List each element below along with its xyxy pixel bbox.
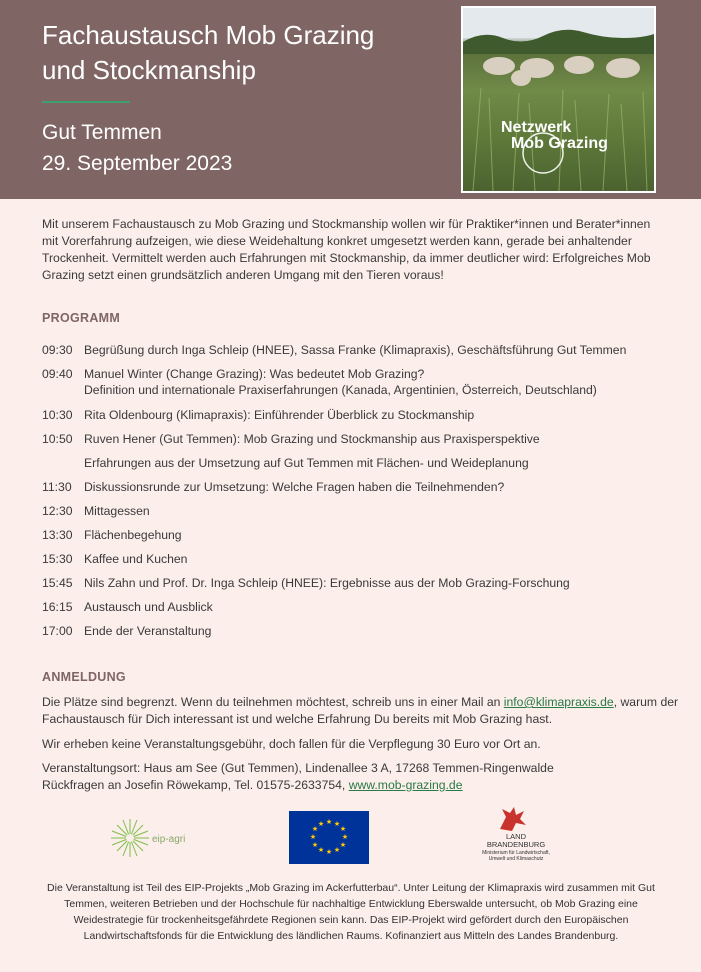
program-item	[42, 407, 682, 431]
svg-text:★: ★	[341, 833, 349, 841]
eip-agri-label: eip-agri	[152, 834, 186, 845]
program-item	[42, 342, 682, 366]
program-time: 15:45	[42, 576, 73, 590]
svg-text:★: ★	[339, 825, 347, 833]
program-time: 12:30	[42, 504, 73, 518]
title-line-2: und Stockmanship	[42, 55, 256, 85]
program-item	[42, 599, 682, 623]
footer-note: Die Veranstaltung ist Teil des EIP-Projekts „Mob Grazing im Ackerfutterbau“. Unter Leitung der Klimapraxis wird zusammen mit Gut Temmen, weiteren Betrieben und der Hochschule für nachhaltige Entwicklung Eberswalde untersucht, ob Mob Grazing eine Weidestrategie für trockenheitsgefährdete Regionen sein kann. Das EIP-Projekt wird gefördert durch den Europäischen Landwirtschaftsfonds für die Entwicklung des ländlichen Raums. Kofinanziert aus Mitteln des Landes Brandenburg.	[47, 882, 655, 942]
program-text: Flächenbegehung	[84, 528, 182, 542]
page-title	[42, 18, 442, 88]
registration-paragraph-3	[42, 760, 682, 794]
cattle-photo	[461, 6, 656, 193]
registration-heading: ANMELDUNG	[42, 670, 126, 684]
svg-text:★: ★	[325, 818, 333, 826]
program-time: 13:30	[42, 528, 73, 542]
program-time: 10:50	[42, 432, 73, 446]
eip-agri-icon	[108, 815, 198, 861]
program-item	[42, 623, 682, 647]
venue-address: Veranstaltungsort: Haus am See (Gut Temmen), Lindenallee 3 A, 17268 Temmen-Ringenwalde	[42, 761, 554, 775]
program-time: 10:30	[42, 408, 73, 422]
intro-paragraph: Mit unserem Fachaustausch zu Mob Grazing und Stockmanship wollen wir für Praktiker*innen und Berater*innen mit Vorerfahrung aufzeigen, wie diese Weidehaltung konkret umgesetzt werden kann, gerade bei anhaltender Trockenheit. Vermittelt werden auch Erfahrungen mit Stockmanship, da immer deutlicher wird: Erfolgreiches Mob Grazing setzt einen grundsätzlich anderen Umgang mit den Tieren voraus!	[42, 217, 651, 282]
eu-flag-icon	[289, 811, 369, 864]
svg-text:★: ★	[311, 825, 319, 833]
program-subtext: Erfahrungen aus der Umsetzung auf Gut Temmen mit Flächen- und Weideplanung	[84, 456, 529, 470]
svg-text:★: ★	[339, 841, 347, 849]
program-item	[42, 527, 682, 551]
registration-text-before: Die Plätze sind begrenzt. Wenn du teilnehmen möchtest, schreib uns in einer Mail an	[42, 695, 504, 709]
logo-line-1: Netzwerk	[501, 119, 572, 136]
program-time: 15:30	[42, 552, 73, 566]
program-item	[42, 431, 682, 479]
program-list	[42, 342, 682, 647]
program-text: Ende der Veranstaltung	[84, 624, 212, 638]
logo-line-2: Mob Grazing	[511, 135, 608, 152]
registration-paragraph-1	[42, 694, 682, 728]
eagle-icon	[478, 803, 548, 833]
program-item	[42, 575, 682, 599]
svg-text:★: ★	[333, 820, 341, 828]
program-item	[42, 503, 682, 527]
registration-paragraph-2: Wir erheben keine Veranstaltungsgebühr, doch fallen für die Verpflegung 30 Euro vor Ort an.	[42, 737, 541, 751]
program-time: 11:30	[42, 480, 72, 494]
contact-info: Rückfragen an Josefin Röwekamp, Tel. 01575-2633754,	[42, 778, 349, 792]
brandenburg-ministry: Ministerium für Landwirtschaft, Umwelt und Klimaschutz	[482, 850, 550, 862]
title-line-1: Fachaustausch Mob Grazing	[42, 20, 375, 50]
program-item	[42, 366, 682, 407]
event-date: 29. September 2023	[42, 152, 233, 175]
program-text: Begrüßung durch Inga Schleip (HNEE), Sassa Franke (Klimapraxis), Geschäftsführung Gut Temmen	[84, 343, 627, 357]
brandenburg-label	[478, 833, 554, 862]
svg-text:★: ★	[317, 846, 325, 854]
brandenburg-line-1: LAND	[505, 832, 526, 841]
program-time: 09:40	[42, 367, 73, 381]
program-item	[42, 551, 682, 575]
title-divider	[42, 101, 130, 103]
program-time: 17:00	[42, 624, 73, 638]
program-text: Kaffee und Kuchen	[84, 552, 188, 566]
brandenburg-line-2: BRANDENBURG	[486, 839, 546, 849]
program-time: 16:15	[42, 600, 73, 614]
registration-text-after: , warum der Fachaustausch für Dich interessant ist und welche Erfahrung Du bereits mit Mob Grazing hast.	[42, 695, 679, 726]
program-text: Rita Oldenbourg (Klimapraxis): Einführender Überblick zu Stockmanship	[84, 408, 475, 422]
program-text: Austausch und Ausblick	[84, 600, 213, 614]
program-text: Diskussionsrunde zur Umsetzung: Welche Fragen haben die Teilnehmenden?	[84, 480, 505, 494]
program-item	[42, 479, 682, 503]
program-time: 09:30	[42, 343, 73, 357]
svg-text:★: ★	[317, 820, 325, 828]
netzwerk-mob-grazing-logo	[501, 120, 608, 152]
program-text: Mittagessen	[84, 504, 150, 518]
program-text: Manuel Winter (Change Grazing): Was bedeutet Mob Grazing?	[84, 367, 425, 381]
cattle-photo-drawing	[463, 8, 654, 191]
eu-stars-icon	[289, 811, 369, 864]
program-text: Ruven Hener (Gut Temmen): Mob Grazing und Stockmanship aus Praxisperspektive	[84, 432, 540, 446]
header-banner	[0, 0, 701, 199]
event-venue: Gut Temmen	[42, 121, 162, 144]
program-text: Nils Zahn und Prof. Dr. Inga Schleip (HNEE): Ergebnisse aus der Mob Grazing-Forschung	[84, 576, 570, 590]
eip-agri-logo	[108, 815, 198, 861]
svg-text:★: ★	[309, 833, 317, 841]
program-heading: PROGRAMM	[42, 311, 121, 325]
svg-text:★: ★	[325, 848, 333, 856]
svg-text:★: ★	[333, 846, 341, 854]
email-link[interactable]: info@klimapraxis.de	[503, 695, 614, 709]
program-subtext: Definition und internationale Praxiserfahrungen (Kanada, Argentinien, Österreich, Deutschland)	[84, 383, 597, 397]
svg-text:★: ★	[311, 841, 319, 849]
website-link[interactable]: www.mob-grazing.de	[348, 778, 463, 792]
